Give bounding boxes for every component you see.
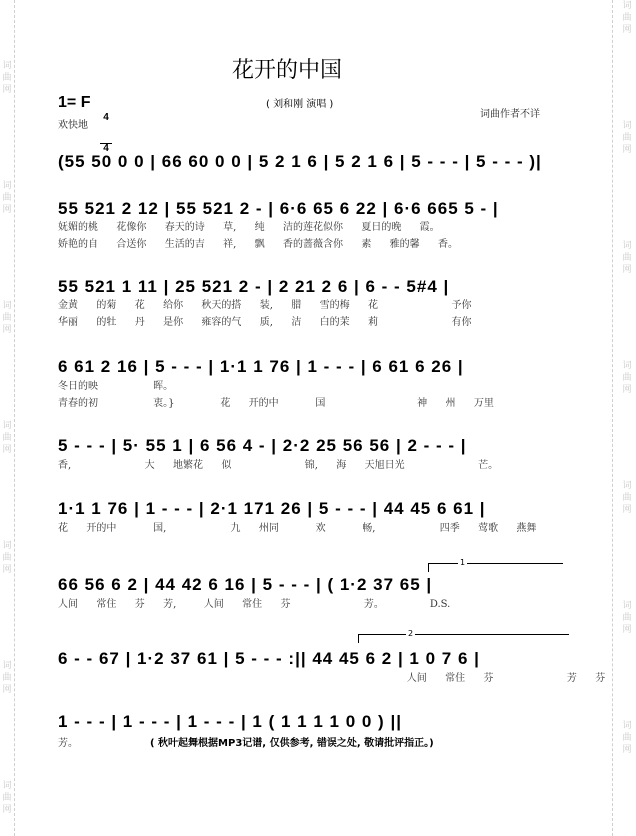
- lyric-line: 人间 常住 芬 芳, 人间 常住 芬 芳。 D.S.: [58, 599, 451, 610]
- watermark: 词 曲 网: [622, 481, 632, 515]
- time-signature-top: 4: [103, 112, 109, 123]
- volta-number-1: 1: [460, 558, 466, 567]
- watermark: 词 曲 网: [622, 361, 632, 395]
- tempo-marking: 欢快地: [58, 120, 88, 131]
- watermark: 词 曲 网: [2, 541, 12, 575]
- watermark: 词 曲 网: [622, 121, 632, 155]
- notation-row: 6 61 2 16 | 5 - - - | 1·1 1 76 | 1 - - - | 6 61 6 26 |: [58, 357, 464, 376]
- watermark: 词 曲 网: [2, 61, 12, 95]
- lyric-line: 花 开的中 国, 九 州同 欢 畅, 四季 莺歌 燕舞: [58, 523, 537, 534]
- notation-row: 1 - - - | 1 - - - | 1 - - - | 1 ( 1 1 1 1 0 0 ) ||: [58, 712, 402, 731]
- key-signature: 1= F: [58, 94, 91, 111]
- lyric-line: 娇艳的自 合送你 生活的吉 祥, 飘 香的蔷薇含你 素 雅的馨 香。: [58, 239, 459, 250]
- watermark: 词 曲 网: [2, 661, 12, 695]
- lyric-line: 冬日的映 晖。: [58, 381, 174, 392]
- left-border-line: [14, 0, 15, 836]
- notation-row: 55 521 1 11 | 25 521 2 - | 2 21 2 6 | 6 - - 5#4 |: [58, 277, 450, 296]
- lyric-line: 芳。: [58, 738, 78, 749]
- left-watermark-strip: [0, 0, 14, 836]
- notation-row: (55 50 0 0 | 66 60 0 0 | 5 2 1 6 | 5 2 1 6 | 5 - - - | 5 - - - )|: [58, 152, 542, 171]
- right-border-line: [612, 0, 613, 836]
- notation-row: 55 521 2 12 | 55 521 2 - | 6·6 65 6 22 | 6·6 665 5 - |: [58, 199, 499, 218]
- lyric-line: 华丽 的牡 丹 是你 雍容的气 质, 洁 白的茉 莉 有你: [58, 317, 472, 328]
- watermark: 词 曲 网: [2, 421, 12, 455]
- singer-credit: ( 刘和刚 演唱 ): [266, 99, 334, 110]
- time-signature-bottom: 4: [100, 143, 112, 154]
- composer-credit: 词曲作者不详: [480, 109, 540, 120]
- watermark: 词 曲 网: [2, 781, 12, 815]
- lyric-line: 人间 常住 芬 芳 芬: [58, 673, 606, 684]
- lyric-line: 青春的初 衷。} 花 开的中 国 神 州 万里: [58, 398, 494, 409]
- watermark: 词 曲 网: [622, 241, 632, 275]
- watermark: 词 曲 网: [2, 301, 12, 335]
- transcriber-note: ( 秋叶起舞根据MP3记谱, 仅供参考, 错误之处, 敬请批评指正。): [150, 738, 434, 749]
- volta-bracket-1: [428, 563, 563, 572]
- notation-row: 1·1 1 76 | 1 - - - | 2·1 171 26 | 5 - - - | 44 45 6 61 |: [58, 499, 486, 518]
- watermark: 词 曲 网: [622, 601, 632, 635]
- watermark: 词 曲 网: [622, 721, 632, 755]
- lyric-line: 妩媚的桃 花像你 春天的诗 草, 纯 洁的莲花似你 夏日的晚 霞。: [58, 222, 440, 233]
- watermark: 词 曲 网: [622, 1, 632, 35]
- lyric-line: 金黄 的菊 花 给你 秋天的搭 装, 腊 雪的梅 花 予你: [58, 300, 472, 311]
- notation-row: 5 - - - | 5· 55 1 | 6 56 4 - | 2·2 25 56 56 | 2 - - - |: [58, 436, 467, 455]
- lyric-line: 香, 大 地繁花 似 锦, 海 天旭日光 芒。: [58, 460, 499, 471]
- watermark: 词 曲 网: [2, 181, 12, 215]
- volta-number-2: 2: [408, 629, 414, 638]
- volta-bracket-2: [358, 634, 569, 643]
- notation-row: 66 56 6 2 | 44 42 6 16 | 5 - - - | ( 1·2 37 65 |: [58, 575, 433, 594]
- notation-row: 6 - - 67 | 1·2 37 61 | 5 - - - :|| 44 45 6 2 | 1 0 7 6 |: [58, 649, 480, 668]
- page-title: 花开的中国: [232, 58, 343, 83]
- right-watermark-strip: [620, 0, 634, 836]
